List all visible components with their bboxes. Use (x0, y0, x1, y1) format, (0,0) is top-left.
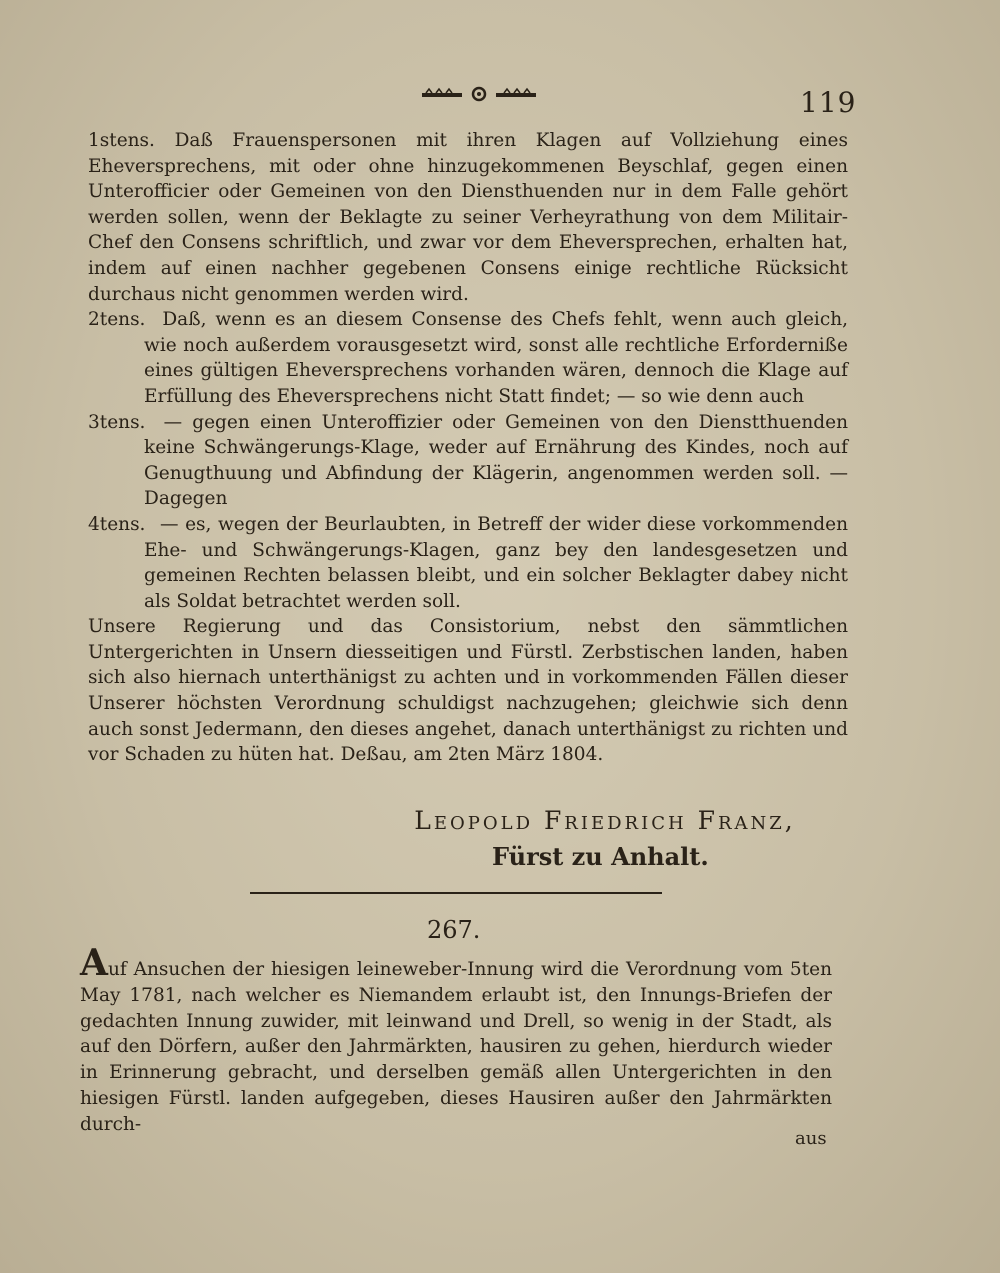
item-number: 4tens. (88, 513, 146, 535)
catchword: aus (795, 1128, 827, 1149)
decree-item-1 (88, 128, 848, 307)
signature-name: Leopold Friedrich Franz, (414, 806, 796, 835)
page-number: 119 (800, 86, 857, 119)
item-number: 3tens. (88, 411, 146, 433)
decree-item-2 (88, 307, 849, 409)
printers-ornament-icon (420, 86, 538, 102)
item-text: — gegen einen Unteroffizier oder Gemeinen von den Dienstthuenden keine Schwängerungs-Klage, weder auf Ernährung des Kindes, noch auf Genugthuung und Abfindung der Klägerin, angenommen werden soll. — Dagegen (144, 411, 848, 510)
section-number: 267. (427, 916, 481, 944)
section-body (80, 942, 832, 1138)
item-text: Daß Frauenspersonen mit ihren Klagen auf Vollziehung eines Eheversprechens, mit oder ohne hinzugekommenen Beyschlaf, gegen einen Unterofficier oder Gemeinen von den Diensthuenden nur in dem Falle gehört werden sollen, wenn der Beklagte zu seiner Verheyrathung von dem Militair-Chef den Consens schriftlich, und zwar vor dem Eheversprechen, erhalten hat, indem auf einen nachher gegebenen Consens einige rechtliche Rücksicht durchaus nicht genommen werden wird. (88, 130, 848, 305)
item-number: 1stens. (88, 130, 155, 151)
section-divider (250, 892, 662, 894)
decree-item-4 (88, 512, 848, 614)
signature-title: Fürst zu Anhalt. (492, 842, 709, 871)
item-text: Daß, wenn es an diesem Consense des Chefs fehlt, wenn auch gleich, wie noch außerdem vorausgesetzt wird, sonst alle rechtliche Erforderniße eines gültigen Eheversprechens vorhanden wären, dennoch die Klage auf Erfüllung des Eheversprechens nicht Statt findet; — so wie denn auch (144, 309, 849, 407)
section-text: uf Ansuchen der hiesigen leineweber-Innung wird die Verordnung vom 5ten May 1781, nach welcher es Niemandem erlaubt ist, den Innungs-Briefen der gedachten Innung zuwider, mit leinwand und Drell, so wenig in der Stadt, als auf den Dörfern, außer den Jahrmärkten, hausiren zu gehen, hierdurch wieder in Erinnerung gebracht, und derselben gemäß allen Untergerichten in den hiesigen Fürstl. landen aufgegeben, dieses Hausiren außer den Jahrmärkten durch- (80, 959, 832, 1135)
decree-item-3 (88, 410, 848, 512)
drop-cap: A (80, 942, 108, 984)
item-number: 2tens. (88, 309, 146, 331)
item-text: — es, wegen der Beurlaubten, in Betreff der wider diese vorkommenden Ehe- und Schwängerungs-Klagen, ganz bey den landesgesetzen und gemeinen Rechten belassen bleibt, und ein solcher Beklagter dabey nicht als Soldat betrachtet werden soll. (144, 513, 848, 612)
decree-closing: Unsere Regierung und das Consistorium, nebst den sämmtlichen Untergerichten in Unsern diesseitigen und Fürstl. Zerbstischen landen, haben sich also hiernach unterthänigst zu achten und in vorkommenden Fällen dieser Unserer höchsten Verordnung schuldigst nachzugehen; gleichwie sich denn auch sonst Jedermann, den dieses angehet, danach unterthänigst zu richten und vor Schaden zu hüten hat. Deßau, am 2ten März 1804. (88, 616, 848, 766)
decree-body (88, 128, 848, 768)
